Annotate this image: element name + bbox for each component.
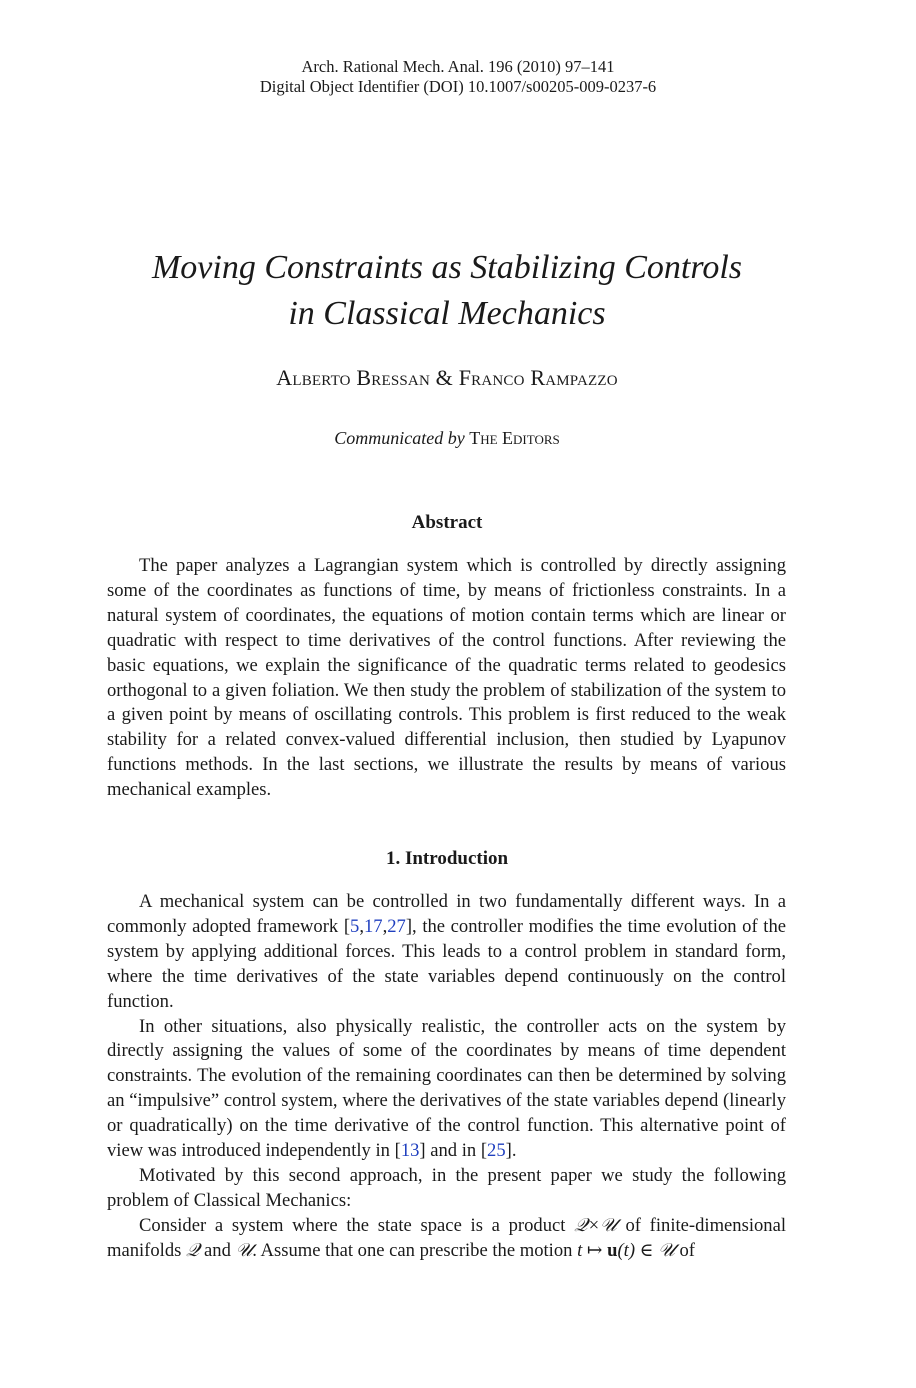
intro-p2-text-a: In other situations, also physically realistic, the controller acts on the system by directly assigning the values of some of the coordinates by means of time dependent constraints. The evolution of the remaining coordinates can then be determined by solving an “impulsive” control system, where the derivatives of the state variables depend (linearly or quadratically) on the time derivative of the control function. This alternative point of view was introduced independently in [ — [107, 1015, 786, 1162]
doi-line: Digital Object Identifier (DOI) 10.1007/s00205-009-0237-6 — [259, 77, 657, 96]
citation-link[interactable]: 25 — [487, 1140, 506, 1162]
intro-p2-text-b: ]. — [505, 1140, 517, 1162]
intro-p1-text-b: ], the controller modifies the time evolution of the system by applying additional forces. This leads to a control problem in standard form, where the time derivatives of the state variables depend continuously on the control function. — [107, 915, 787, 1012]
introduction-heading: 1. Introduction — [385, 848, 509, 869]
intro-p4-text-4: . Assume that one can prescribe the motion — [252, 1239, 578, 1261]
intro-p4-text-2: of finite-dimensional manifolds — [107, 1214, 786, 1261]
math-manifold-q: 𝒬 — [186, 1239, 200, 1261]
abstract-heading: Abstract — [411, 512, 483, 533]
intro-p1-text-a: A mechanical system can be controlled in two fundamentally different ways. In a commonly adopted framework [ — [107, 891, 786, 937]
citation-separator: , — [382, 915, 388, 937]
intro-p2-text-mid: ] and in [ — [419, 1140, 488, 1162]
citation-link[interactable]: 13 — [400, 1140, 420, 1162]
authors: Alberto Bressan & Franco Rampazzo — [276, 365, 618, 390]
intro-paragraph-1 — [107, 890, 786, 1015]
paper-title-line-2: in Classical Mechanics — [288, 295, 606, 332]
math-maps-to: t ↦ — [577, 1239, 608, 1261]
intro-paragraph-3: Motivated by this second approach, in the present paper we study the following problem of Classical Mechanics: — [107, 1164, 786, 1211]
intro-p4-text-5: of — [674, 1239, 695, 1261]
intro-p4-text-1: Consider a system where the state space is a product — [139, 1214, 575, 1236]
paper-title-line-1: Moving Constraints as Stabilizing Controls — [151, 249, 743, 286]
intro-paragraph-2 — [107, 1015, 786, 1164]
math-in-u: (t) ∈ 𝒰 — [617, 1239, 675, 1261]
communicated-prefix: Communicated by — [334, 428, 465, 448]
intro-p4-text-3: and — [199, 1239, 236, 1261]
communicated-by — [0, 426, 894, 450]
journal-citation: Arch. Rational Mech. Anal. 196 (2010) 97–141 — [301, 57, 615, 76]
math-manifold-u: 𝒰 — [235, 1239, 253, 1261]
citation-link[interactable]: 5 — [350, 915, 360, 937]
abstract-text: The paper analyzes a Lagrangian system which is controlled by directly assigning some of the coordinates as functions of time, by means of frictionless constraints. In a natural system of coordinates, the equations of motion contain terms which are linear or quadratic with respect to time derivatives of the control functions. After reviewing the basic equations, we explain the significance of the quadratic terms related to geodesics orthogonal to a given foliation. We then study the problem of stabilization of the system to a given point by means of oscillating controls. This problem is first reduced to the weak stability for a related convex-valued differential inclusion, then studied by Lyapunov functions methods. In the last sections, we illustrate the results by means of various mechanical examples. — [107, 555, 786, 801]
citation-link[interactable]: 17 — [364, 915, 383, 937]
introduction-body — [107, 890, 786, 1264]
math-control-u: u — [607, 1239, 618, 1261]
citation-separator: , — [359, 915, 364, 937]
citation-link[interactable]: 27 — [387, 915, 406, 937]
math-product-space: 𝒬×𝒰 — [574, 1214, 617, 1236]
intro-paragraph-4 — [107, 1214, 786, 1264]
abstract-body — [107, 554, 786, 803]
communicated-editors: The Editors — [469, 428, 560, 448]
